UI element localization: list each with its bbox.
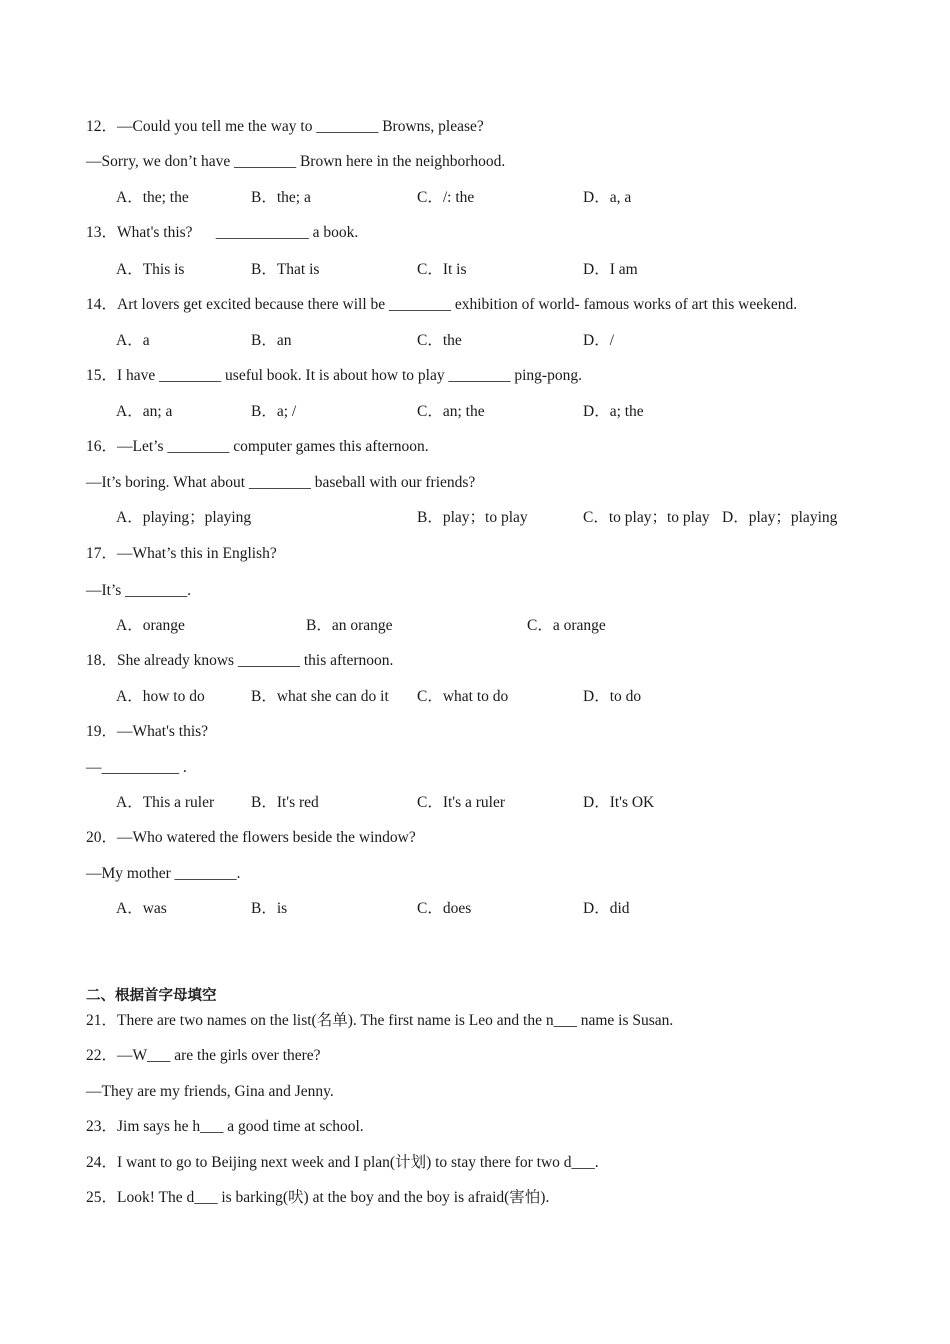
question-12-option-d: D．a, a (583, 189, 632, 206)
question-19-option-c: C．It's a ruler (417, 794, 506, 811)
question-18-option-a: A．how to do (116, 688, 205, 705)
question-18-option-d: D．to do (583, 688, 642, 705)
question-15-option-a: A．an; a (116, 403, 173, 420)
question-16-line-2: —It’s boring. What about ________ baseball with our friends? (86, 474, 476, 491)
question-20-option-c: C．does (417, 900, 472, 917)
question-17-option-b: B．an orange (306, 617, 393, 634)
question-12-option-c: C．/: the (417, 189, 475, 206)
question-15-option-b: B．a; / (251, 403, 297, 420)
question-14-option-c: C．the (417, 332, 462, 349)
question-13-option-a: A．This is (116, 261, 185, 278)
question-15-line-1: 15．I have ________ useful book. It is about how to play ________ ping-pong. (86, 367, 582, 384)
question-12-option-a: A．the; the (116, 189, 189, 206)
section-2-heading: 二、根据首字母填空 (86, 988, 217, 1004)
question-19-line-1: 19．—What's this? (86, 723, 209, 740)
question-17-option-a: A．orange (116, 617, 185, 634)
question-16-option-c: C．to play；to play (583, 509, 710, 526)
question-18-option-b: B．what she can do it (251, 688, 389, 705)
question-15-option-d: D．a; the (583, 403, 644, 420)
question-19-option-d: D．It's OK (583, 794, 655, 811)
question-12-option-b: B．the; a (251, 189, 311, 206)
question-12-line-1: 12．—Could you tell me the way to ________ Browns, please? (86, 118, 484, 135)
question-18-line-1: 18．She already knows ________ this afternoon. (86, 652, 394, 669)
question-16-line-1: 16．—Let’s ________ computer games this afternoon. (86, 438, 429, 455)
question-23-line: 23．Jim says he h___ a good time at school. (86, 1118, 364, 1135)
question-14-line-1: 14．Art lovers get excited because there will be ________ exhibition of world- famous works of art this weekend. (86, 296, 798, 313)
question-19-line-2: —__________ . (86, 759, 187, 776)
question-13-option-c: C．It is (417, 261, 467, 278)
question-18-option-c: C．what to do (417, 688, 509, 705)
question-22-line-2: —They are my friends, Gina and Jenny. (86, 1083, 334, 1100)
question-14-option-b: B．an (251, 332, 292, 349)
question-17-line-1: 17．—What’s this in English? (86, 545, 277, 562)
question-19-option-a: A．This a ruler (116, 794, 215, 811)
question-12-line-2: —Sorry, we don’t have ________ Brown here in the neighborhood. (86, 153, 506, 170)
question-20-option-d: D．did (583, 900, 630, 917)
question-13-option-d: D．I am (583, 261, 638, 278)
question-14-option-d: D．/ (583, 332, 615, 349)
question-17-option-c: C．a orange (527, 617, 606, 634)
question-19-option-b: B．It's red (251, 794, 319, 811)
question-20-option-a: A．was (116, 900, 167, 917)
question-25-line: 25．Look! The d___ is barking(吠) at the boy and the boy is afraid(害怕). (86, 1189, 550, 1206)
question-20-line-2: —My mother ________. (86, 865, 241, 882)
question-16-option-d: D．play；playing (722, 509, 838, 526)
question-20-option-b: B．is (251, 900, 288, 917)
question-20-line-1: 20．—Who watered the flowers beside the window? (86, 829, 416, 846)
question-22-line-1: 22．—W___ are the girls over there? (86, 1047, 321, 1064)
question-16-option-a: A．playing；playing (116, 509, 252, 526)
question-15-option-c: C．an; the (417, 403, 485, 420)
question-14-option-a: A．a (116, 332, 150, 349)
question-24-line: 24．I want to go to Beijing next week and I plan(计划) to stay there for two d___. (86, 1154, 599, 1171)
question-17-line-2: —It’s ________. (86, 582, 192, 599)
question-13-option-b: B．That is (251, 261, 320, 278)
question-16-option-b: B．play；to play (417, 509, 528, 526)
question-21-line: 21．There are two names on the list(名单). The first name is Leo and the n___ name is Susan. (86, 1012, 674, 1029)
question-13-line-1: 13．What's this? ____________ a book. (86, 224, 359, 241)
